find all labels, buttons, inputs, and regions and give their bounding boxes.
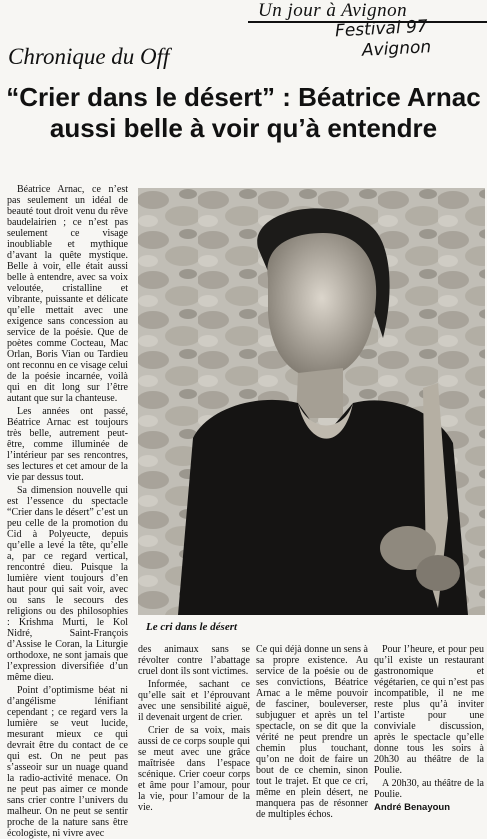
paragraph: A 20h30, au théâtre de la Poulie. (374, 778, 484, 800)
paragraph: des animaux sans se révolter contre l’abattage cruel dont ils sont victimes. (138, 644, 250, 677)
paragraph: Béatrice Arnac, ce n’est pas seulement un idéal de beauté tout droit venu du rêve baudelairien ; ce n’est pas seulement ce visage inoubliable et mythique d’avant la quête mystique. Belle à voir, elle était aussi belle à entendre, avec sa voix veloutée, cristalline et vibrante, puissante et délicate qu’elle mettait avec une exigence sans concession au service de la poésie. Que de poètes comme Cocteau, Mac Orlan, Boris Vian ou Tardieu ont reconnu en ce visage celui de la poésie incarnée, voilà qui en dit long sur l’être autant que sur la chanteuse. (7, 184, 128, 404)
handwritten-note-line1: Festival 97 (334, 16, 429, 42)
paragraph: Ce qui déjà donne un sens à sa propre existence. Au service de la poésie ou de ses convictions, Béatrice Arnac a le même pouvoir de fasciner, bouleverser, subjuguer et après un tel spectacle, on se dit que la vérité ne peut prendre un chemin plus touchant, qu’on ne doit de faire un bout de ce chemin, sinon tout le trajet. Et que ce cri, même en plein désert, ne manquera pas de résonner de multiples échos. (256, 644, 368, 820)
paragraph: Informée, sachant ce qu’elle sait et l’éprouvant avec une sensibilité aiguë, il devenait urgent de crier. (138, 679, 250, 723)
author-signature: André Benayoun (374, 802, 451, 813)
article-photo (138, 188, 485, 615)
article-column-2 (138, 644, 250, 813)
paragraph: Les années ont passé, Béatrice Arnac est toujours très belle, autrement peut-être, comme illuminée de l’intérieur par ses rencontres, ses lectures et cet amour de la vie par dessus tout. (7, 406, 128, 483)
paragraph: Point d’optimisme béat ni d’angélisme lénifiant cependant ; ce regard vers la lumière se veut lucide, mesurant mieux ce qui devrait être du contact de ce qui est. On ne peut pas s’asseoir sur un nuage quand la radio-activité menace. On ne peut pas aimer ce monde sans crier contre l’univers du malheur. On ne peut se sentir proche de la nature sans être écologiste, ni vivre avec (7, 685, 128, 839)
masthead: Un jour à Avignon (258, 0, 408, 21)
paragraph: Crier de sa voix, mais aussi de ce corps souple qui se meut avec une grâce maîtrisée dans l’espace scénique. Crier coeur corps et âme pour l’amour, pour la vie, pour l’amour de la vie. (138, 725, 250, 813)
article-column-1 (7, 184, 128, 839)
portrait-photo-illustration (138, 188, 485, 615)
article-column-3 (256, 644, 368, 820)
paragraph: Pour l’heure, et pour peu qu’il existe un restaurant gastronomique et végétarien, ce qui n’est pas incompatible, il ne me reste plus qu’à inviter l’artiste pour une conviviale discussion, après le spectacle qu’elle donne tous les soirs à 20h30 au théâtre de la Poulie. (374, 644, 484, 776)
photo-caption (138, 617, 485, 639)
caption-text: Le cri dans le désert (146, 621, 238, 633)
section-kicker: Chronique du Off (8, 44, 170, 69)
paragraph: Sa dimension nouvelle qui est l’essence du spectacle “Crier dans le désert” c’est un peu celle de la promotion du Cid à Polyeucte, depuis qu’elle a levé la tête, qu’elle a, par ce regard vertical, rencontré dieu. Puisque la lumière vient toujours d’en haut pour qui sait voir, avec ou sans le secours des religions ou des philosophies : Krishma Murti, le Kol Nidré, Saint-François d’Assise le Coran, la Liturgie orthodoxe, ne sont jamais que l’expression diversifiée d’un même dieu. (7, 485, 128, 683)
article-headline: “Crier dans le désert” : Béatrice Arnac aussi belle à voir qu’à entendre (6, 82, 481, 143)
handwritten-note-line2: Avignon (361, 37, 432, 61)
article-column-4 (374, 644, 484, 813)
